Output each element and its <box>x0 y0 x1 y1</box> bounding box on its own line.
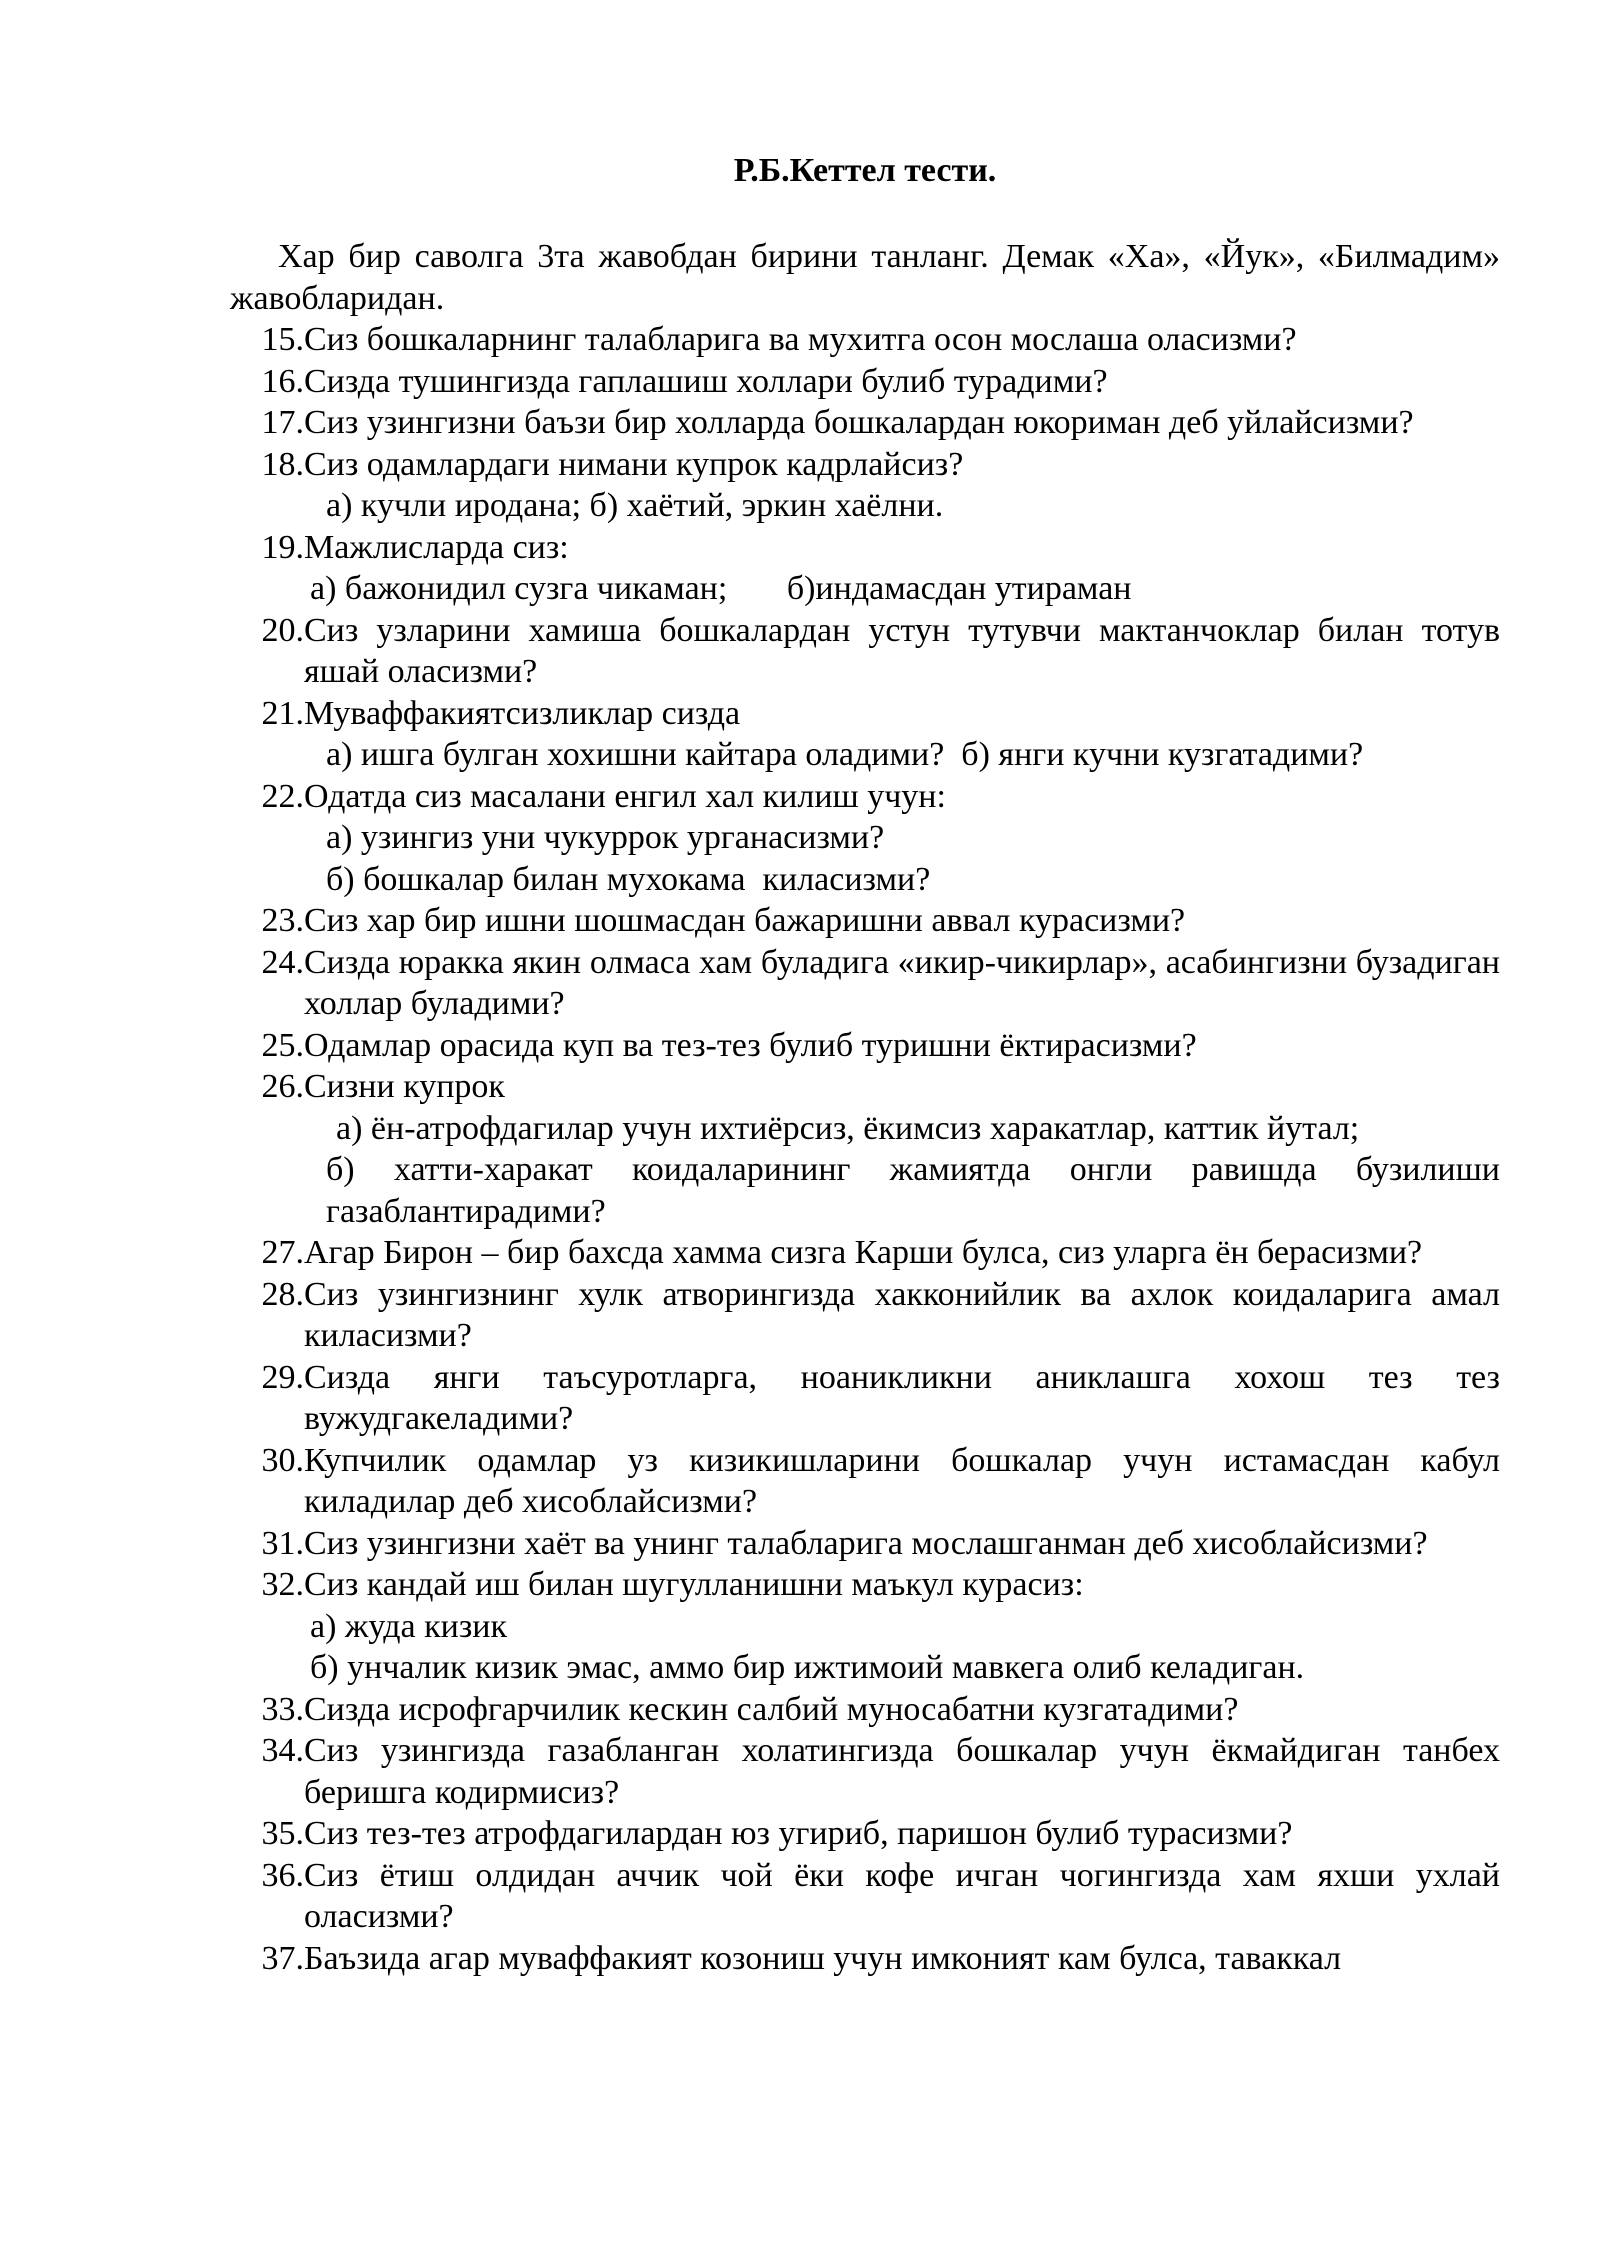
question-item <box>230 610 1500 693</box>
question-text: Сиз тез-тез атрофдагилардан юз угириб, паришон булиб турасизми? <box>304 1815 1293 1852</box>
question-text: Агар Бирон – бир бахсда хамма сизга Карши булса, сиз уларга ён берасизми? <box>304 1234 1423 1271</box>
question-item <box>230 1357 1500 1440</box>
question-number: 35. <box>261 1815 304 1852</box>
question-item <box>230 942 1500 1025</box>
question-text: Сиз узингизнинг хулк атворингизда хакконийлик ва ахлок коидаларига амал киласизми? <box>304 1275 1500 1354</box>
question-item <box>230 402 1500 444</box>
question-text: Сизда исрофгарчилик кескин салбий муносабатни кузгатадими? <box>304 1690 1239 1728</box>
question-number: 28. <box>261 1275 304 1313</box>
question-number: 27. <box>261 1234 304 1271</box>
question-item <box>230 319 1500 361</box>
question-number: 36. <box>261 1856 304 1894</box>
question-item <box>230 1855 1500 1938</box>
question-text: Сиз одамлардаги нимани купрок кадрлайсиз? <box>304 445 964 483</box>
question-number: 17. <box>261 404 304 441</box>
question-item <box>230 444 1500 486</box>
question-number: 23. <box>261 902 304 939</box>
question-number: 22. <box>261 777 304 815</box>
question-text: Муваффакиятсизликлар сизда <box>304 694 741 732</box>
question-item <box>230 1730 1500 1813</box>
question-number: 20. <box>261 611 304 649</box>
question-text: Сизни купрок <box>304 1068 505 1105</box>
answer-option: а) узингиз уни чукуррок урганасизми? <box>326 819 885 856</box>
question-item <box>230 1440 1500 1523</box>
question-text: Сиз узларини хамиша бошкалардан устун тутувчи мактанчоклар билан тотув яшай оласизми? <box>304 611 1500 690</box>
question-item <box>230 1274 1500 1357</box>
question-number: 34. <box>261 1732 304 1769</box>
question-text: Мажлисларда сиз: <box>304 528 569 566</box>
question-number: 19. <box>261 528 304 566</box>
question-number: 24. <box>261 943 304 981</box>
question-text: Сиз хар бир ишни шошмасдан бажаришни аввал курасизми? <box>304 902 1186 939</box>
instructions-paragraph: Хар бир саволга 3та жавобдан бирини танланг. Демак «Ха», «Йук», «Билмадим» жавобларидан. <box>230 238 1500 317</box>
answer-option: а) ишга булган хохишни кайтара оладими? б) янги кучни кузгатадими? <box>326 736 1364 773</box>
question-number: 31. <box>261 1524 304 1562</box>
question-number: 26. <box>261 1068 304 1105</box>
question-text: Сиз ётиш олдидан аччик чой ёки кофе ичган чогингизда хам яхши ухлай оласизми? <box>304 1856 1500 1935</box>
answer-option: а) кучли иродана; б) хаётий, эркин хаёлни. <box>326 487 944 524</box>
question-number: 30. <box>261 1441 304 1479</box>
question-text: Сиз бошкаларнинг талабларига ва мухитга осон мослаша оласизми? <box>304 321 1297 358</box>
answer-option: а) ён-атрофдагилар учун ихтиёрсиз, ёкимсиз харакатлар, каттик йутал; <box>336 1109 1360 1147</box>
question-item <box>230 900 1500 942</box>
question-item <box>230 693 1500 735</box>
question-item <box>230 1564 1500 1606</box>
question-text: Сизда тушингизда гаплашиш холлари булиб турадими? <box>304 362 1108 400</box>
question-item <box>230 1689 1500 1731</box>
question-text: Сиз узингизни хаёт ва унинг талабларига мослашганман деб хисоблайсизми? <box>304 1524 1428 1562</box>
question-item <box>230 361 1500 403</box>
question-number: 32. <box>261 1566 304 1603</box>
question-item <box>230 1025 1500 1067</box>
question-number: 25. <box>261 1026 304 1064</box>
question-number: 21. <box>261 694 304 732</box>
question-item <box>230 1523 1500 1565</box>
question-text: Сиз узингизда газабланган холатингизда бошкалар учун ёкмайдиган танбех беришга кодирмисиз? <box>304 1732 1500 1811</box>
answer-option: а) жуда кизик <box>310 1607 508 1645</box>
question-item <box>230 1232 1500 1274</box>
answer-option: б) унчалик кизик эмас, аммо бир ижтимоий мавкега олиб келадиган. <box>310 1649 1305 1686</box>
question-text: Сизда юракка якин олмаса хам буладига «икир-чикирлар», асабингизни бузадиган холлар буладими? <box>304 943 1500 1022</box>
question-number: 18. <box>261 445 304 483</box>
answer-option: б) бошкалар билан мухокама киласизми? <box>326 860 931 898</box>
question-number: 15. <box>261 321 304 358</box>
question-text: Баъзида агар муваффакият козониш учун имконият кам булса, таваккал <box>304 1939 1342 1977</box>
question-item <box>230 1066 1500 1108</box>
question-list <box>230 319 1500 1979</box>
question-text: Одатда сиз масалани енгил хал килиш учун: <box>304 777 946 815</box>
question-text: Сиз кандай иш билан шугулланишни маъкул курасиз: <box>304 1566 1084 1603</box>
question-number: 33. <box>261 1690 304 1728</box>
answer-option: а) бажонидил сузга чикаман; б)индамасдан утираман <box>310 570 1132 607</box>
question-item <box>230 1813 1500 1855</box>
question-text: Сизда янги таъсуротларга, ноаникликни аниклашга хохош тез тез вужудгакеладими? <box>304 1358 1500 1437</box>
document-title: Р.Б.Кеттел тести. <box>733 152 997 189</box>
question-text: Сиз узингизни баъзи бир холларда бошкалардан юкориман деб уйлайсизми? <box>304 404 1414 441</box>
question-text: Купчилик одамлар уз кизикишларини бошкалар учун истамасдан кабул киладилар деб хисоблайсизми? <box>304 1441 1500 1520</box>
question-text: Одамлар орасида куп ва тез-тез булиб туришни ёктирасизми? <box>304 1026 1197 1064</box>
question-item <box>230 1938 1500 1980</box>
question-number: 29. <box>261 1358 304 1396</box>
question-number: 16. <box>261 362 304 400</box>
question-item <box>230 776 1500 818</box>
question-number: 37. <box>261 1939 304 1977</box>
question-item <box>230 527 1500 569</box>
answer-option: б) хатти-харакат коидаларининг жамиятда онгли равишда бузилиши газаблантирадими? <box>326 1151 1500 1230</box>
